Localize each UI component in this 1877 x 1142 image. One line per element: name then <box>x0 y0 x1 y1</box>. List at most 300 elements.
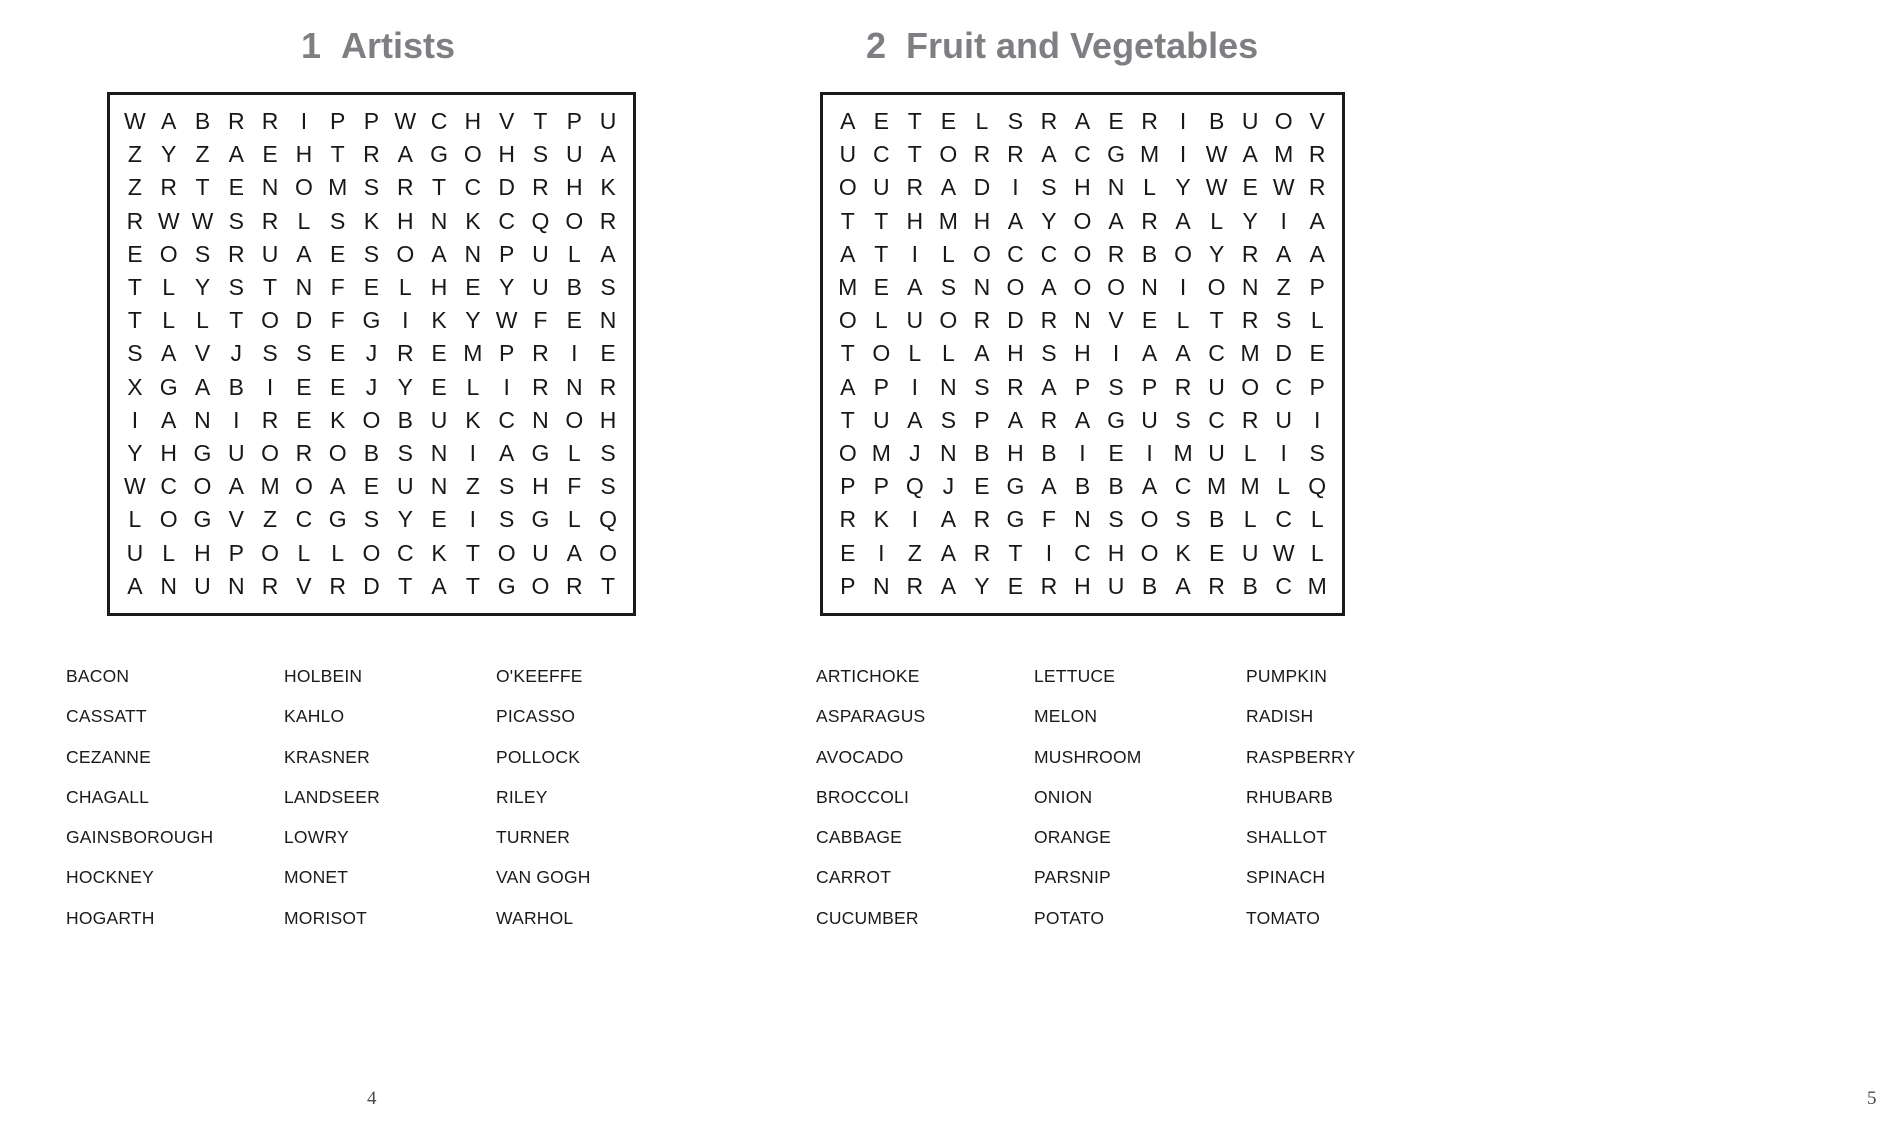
grid-cell[interactable]: S <box>600 274 616 301</box>
grid-cell[interactable]: A <box>1242 141 1258 168</box>
word-list-item[interactable]: CUCUMBER <box>816 907 919 928</box>
grid-cell[interactable]: B <box>1108 473 1124 500</box>
grid-cell[interactable]: L <box>331 539 345 566</box>
grid-cell[interactable]: O <box>972 240 991 267</box>
word-list-item[interactable]: RHUBARB <box>1246 786 1333 807</box>
grid-cell[interactable]: L <box>975 108 989 135</box>
grid-cell[interactable]: L <box>1243 506 1257 533</box>
grid-cell[interactable]: A <box>907 274 923 301</box>
grid-cell[interactable]: G <box>1006 473 1025 500</box>
grid-cell[interactable]: B <box>1208 506 1225 533</box>
grid-cell[interactable]: G <box>159 373 178 400</box>
grid-cell[interactable]: L <box>297 539 311 566</box>
grid-cell[interactable]: A <box>498 439 515 466</box>
grid-cell[interactable]: I <box>131 406 139 433</box>
grid-cell[interactable]: W <box>495 307 518 334</box>
grid-cell[interactable]: H <box>1074 340 1091 367</box>
grid-cell[interactable]: A <box>228 473 244 500</box>
grid-cell[interactable]: A <box>1041 473 1057 500</box>
grid-cell[interactable]: L <box>567 439 581 466</box>
grid-cell[interactable]: N <box>1241 274 1259 301</box>
grid-cell[interactable]: R <box>973 539 991 566</box>
grid-cell[interactable]: Z <box>1276 274 1291 301</box>
grid-cell[interactable]: E <box>940 108 957 135</box>
grid-cell[interactable]: W <box>124 473 146 500</box>
grid-cell[interactable]: O <box>193 473 212 500</box>
grid-cell[interactable]: O <box>159 240 178 267</box>
grid-cell[interactable]: S <box>363 240 380 267</box>
grid-cell[interactable]: G <box>1107 406 1125 433</box>
grid-cell[interactable]: O <box>463 141 482 168</box>
grid-cell[interactable]: A <box>840 240 856 267</box>
grid-cell[interactable]: T <box>330 141 345 168</box>
grid-cell[interactable]: U <box>194 572 211 599</box>
grid-cell[interactable]: U <box>1208 439 1225 466</box>
grid-cell[interactable]: R <box>1308 141 1326 168</box>
grid-cell[interactable]: R <box>599 373 617 400</box>
grid-cell[interactable]: U <box>1241 108 1259 135</box>
grid-cell[interactable]: M <box>1240 473 1260 500</box>
grid-cell[interactable]: L <box>1243 439 1257 466</box>
grid-cell[interactable]: M <box>1139 141 1160 168</box>
grid-cell[interactable]: J <box>909 439 921 466</box>
grid-cell[interactable]: E <box>330 340 346 367</box>
grid-cell[interactable]: I <box>1179 141 1187 168</box>
grid-cell[interactable]: I <box>1179 108 1187 135</box>
grid-cell[interactable]: R <box>1141 207 1158 234</box>
grid-cell[interactable]: O <box>261 439 280 466</box>
letter-grid[interactable] <box>118 105 625 603</box>
grid-cell[interactable]: Y <box>1041 207 1057 234</box>
grid-cell[interactable]: N <box>973 274 991 301</box>
word-list-item[interactable]: LETTUCE <box>1034 666 1116 686</box>
grid-cell[interactable]: R <box>396 174 414 201</box>
grid-cell[interactable]: G <box>1006 506 1025 533</box>
word-list-item[interactable]: SHALLOT <box>1246 827 1328 848</box>
grid-cell[interactable]: B <box>1041 439 1057 466</box>
grid-cell[interactable]: P <box>498 340 515 367</box>
grid-cell[interactable]: X <box>127 373 143 400</box>
word-list-item[interactable]: MORISOT <box>284 907 368 928</box>
grid-cell[interactable]: Y <box>194 274 211 301</box>
grid-cell[interactable]: S <box>127 340 143 367</box>
grid-cell[interactable]: S <box>498 506 515 533</box>
grid-cell[interactable]: N <box>1107 174 1125 201</box>
grid-cell[interactable]: W <box>1205 141 1228 168</box>
grid-cell[interactable]: R <box>1007 141 1024 168</box>
word-list-item[interactable]: GAINSBOROUGH <box>66 827 214 848</box>
grid-cell[interactable]: A <box>161 406 177 433</box>
grid-cell[interactable]: A <box>1007 406 1024 433</box>
grid-cell[interactable]: E <box>600 340 616 367</box>
word-list-item[interactable]: BACON <box>66 666 130 686</box>
grid-cell[interactable]: C <box>1208 340 1225 367</box>
word-list-item[interactable]: ORANGE <box>1034 827 1112 848</box>
grid-cell[interactable]: L <box>162 274 176 301</box>
grid-cell[interactable]: S <box>262 340 278 367</box>
grid-cell[interactable]: C <box>160 473 177 500</box>
grid-cell[interactable]: A <box>940 174 957 201</box>
grid-cell[interactable]: N <box>565 373 583 400</box>
grid-cell[interactable]: O <box>362 406 381 433</box>
grid-cell[interactable]: H <box>498 141 515 168</box>
grid-cell[interactable]: S <box>363 506 380 533</box>
grid-cell[interactable]: N <box>599 307 617 334</box>
grid-cell[interactable]: I <box>1179 274 1187 301</box>
word-list-item[interactable]: RADISH <box>1246 706 1314 727</box>
grid-cell[interactable]: T <box>127 307 142 334</box>
grid-cell[interactable]: K <box>600 174 616 201</box>
grid-cell[interactable]: R <box>261 207 279 234</box>
grid-cell[interactable]: T <box>840 207 855 234</box>
grid-cell[interactable]: S <box>228 274 244 301</box>
grid-cell[interactable]: N <box>194 406 211 433</box>
grid-cell[interactable]: S <box>194 240 211 267</box>
grid-cell[interactable]: E <box>431 373 447 400</box>
grid-cell[interactable]: I <box>1280 207 1287 234</box>
grid-cell[interactable]: C <box>1275 373 1292 400</box>
grid-cell[interactable]: M <box>871 439 891 466</box>
grid-cell[interactable]: E <box>1309 340 1325 367</box>
word-list-item[interactable]: BROCCOLI <box>816 786 910 807</box>
grid-cell[interactable]: C <box>430 108 448 135</box>
grid-cell[interactable]: R <box>227 240 245 267</box>
grid-cell[interactable]: W <box>394 108 417 135</box>
grid-cell[interactable]: M <box>260 473 280 500</box>
grid-cell[interactable]: I <box>469 506 477 533</box>
grid-cell[interactable]: H <box>1007 340 1024 367</box>
grid-cell[interactable]: L <box>128 506 142 533</box>
grid-cell[interactable]: V <box>498 108 515 135</box>
grid-cell[interactable]: T <box>874 207 889 234</box>
grid-cell[interactable]: R <box>363 141 380 168</box>
grid-cell[interactable]: H <box>906 207 924 234</box>
grid-cell[interactable]: R <box>1241 307 1259 334</box>
grid-cell[interactable]: I <box>571 340 578 367</box>
grid-cell[interactable]: M <box>1274 141 1294 168</box>
grid-cell[interactable]: S <box>974 373 990 400</box>
grid-cell[interactable]: Q <box>1308 473 1327 500</box>
grid-cell[interactable]: V <box>194 340 211 367</box>
grid-cell[interactable]: A <box>940 572 957 599</box>
grid-cell[interactable]: R <box>906 174 924 201</box>
grid-cell[interactable]: Y <box>1208 240 1225 267</box>
grid-cell[interactable]: P <box>330 108 346 135</box>
grid-cell[interactable]: T <box>601 572 616 599</box>
grid-cell[interactable]: Y <box>397 506 413 533</box>
grid-cell[interactable]: K <box>465 207 481 234</box>
grid-cell[interactable]: U <box>261 240 279 267</box>
grid-cell[interactable]: S <box>940 406 957 433</box>
grid-cell[interactable]: I <box>911 373 919 400</box>
grid-cell[interactable]: U <box>872 174 890 201</box>
grid-cell[interactable]: R <box>1040 307 1058 334</box>
grid-cell[interactable]: A <box>431 572 447 599</box>
grid-cell[interactable]: U <box>126 539 144 566</box>
grid-cell[interactable]: S <box>228 207 244 234</box>
grid-cell[interactable]: O <box>1207 274 1226 301</box>
grid-cell[interactable]: M <box>463 340 483 367</box>
grid-cell[interactable]: L <box>196 307 209 334</box>
word-list-item[interactable]: RILEY <box>496 786 548 807</box>
grid-cell[interactable]: S <box>296 340 312 367</box>
grid-cell[interactable]: U <box>1275 406 1292 433</box>
grid-cell[interactable]: L <box>1310 307 1324 334</box>
grid-cell[interactable]: V <box>228 506 244 533</box>
grid-cell[interactable]: U <box>430 406 448 433</box>
grid-cell[interactable]: N <box>261 174 279 201</box>
grid-cell[interactable]: A <box>1141 340 1158 367</box>
word-list-item[interactable]: PARSNIP <box>1034 867 1111 888</box>
grid-cell[interactable]: D <box>1275 340 1292 367</box>
grid-cell[interactable]: F <box>330 307 345 334</box>
grid-cell[interactable]: B <box>397 406 413 433</box>
grid-cell[interactable]: B <box>194 108 211 135</box>
grid-cell[interactable]: B <box>228 373 244 400</box>
puzzle-1-grid[interactable] <box>107 92 636 616</box>
grid-cell[interactable]: E <box>1141 307 1158 334</box>
word-list-item[interactable]: CHAGALL <box>66 786 150 807</box>
grid-cell[interactable]: Y <box>127 439 143 466</box>
word-list-item[interactable]: PUMPKIN <box>1246 666 1328 686</box>
grid-cell[interactable]: O <box>599 539 618 566</box>
grid-cell[interactable]: S <box>1175 506 1191 533</box>
grid-cell[interactable]: P <box>1141 373 1158 400</box>
grid-cell[interactable]: P <box>1309 373 1325 400</box>
grid-cell[interactable]: E <box>1108 108 1124 135</box>
grid-cell[interactable]: S <box>1276 307 1292 334</box>
grid-cell[interactable]: B <box>1074 473 1091 500</box>
grid-cell[interactable]: T <box>229 307 244 334</box>
grid-cell[interactable]: M <box>938 207 958 234</box>
grid-cell[interactable]: D <box>363 572 380 599</box>
grid-cell[interactable]: P <box>363 108 380 135</box>
grid-cell[interactable]: E <box>296 406 312 433</box>
grid-cell[interactable]: T <box>1008 539 1023 566</box>
grid-cell[interactable]: E <box>330 240 346 267</box>
grid-cell[interactable]: H <box>1074 174 1091 201</box>
grid-cell[interactable]: A <box>1175 207 1191 234</box>
grid-cell[interactable]: V <box>296 572 312 599</box>
grid-cell[interactable]: T <box>465 572 480 599</box>
grid-cell[interactable]: A <box>1175 340 1191 367</box>
grid-cell[interactable]: N <box>430 473 448 500</box>
word-list-item[interactable]: MONET <box>284 867 349 888</box>
grid-cell[interactable]: H <box>430 274 448 301</box>
grid-cell[interactable]: L <box>567 240 581 267</box>
grid-cell[interactable]: U <box>532 274 549 301</box>
grid-cell[interactable]: N <box>872 572 890 599</box>
grid-cell[interactable]: B <box>1208 108 1225 135</box>
grid-cell[interactable]: H <box>295 141 313 168</box>
grid-cell[interactable]: N <box>464 240 482 267</box>
grid-cell[interactable]: C <box>1074 539 1091 566</box>
grid-cell[interactable]: A <box>397 141 413 168</box>
grid-cell[interactable]: A <box>330 473 346 500</box>
grid-cell[interactable]: I <box>878 539 885 566</box>
grid-cell[interactable]: U <box>1241 539 1259 566</box>
word-list-item[interactable]: HOLBEIN <box>284 666 363 686</box>
grid-cell[interactable]: R <box>973 506 991 533</box>
grid-cell[interactable]: J <box>365 340 378 367</box>
grid-cell[interactable]: R <box>1141 108 1158 135</box>
grid-cell[interactable]: Q <box>599 506 618 533</box>
grid-cell[interactable]: R <box>1007 373 1024 400</box>
grid-cell[interactable]: B <box>1141 240 1158 267</box>
grid-cell[interactable]: L <box>941 340 955 367</box>
grid-cell[interactable]: N <box>1141 274 1158 301</box>
grid-cell[interactable]: T <box>840 406 855 433</box>
grid-cell[interactable]: O <box>1073 274 1092 301</box>
grid-cell[interactable]: P <box>873 373 889 400</box>
grid-cell[interactable]: E <box>296 373 312 400</box>
grid-cell[interactable]: L <box>162 539 176 566</box>
grid-cell[interactable]: R <box>599 207 617 234</box>
grid-cell[interactable]: C <box>872 141 890 168</box>
grid-cell[interactable]: H <box>532 473 549 500</box>
grid-cell[interactable]: C <box>498 406 515 433</box>
grid-cell[interactable]: O <box>838 439 857 466</box>
grid-cell[interactable]: L <box>874 307 888 334</box>
grid-cell[interactable]: O <box>872 340 891 367</box>
grid-cell[interactable]: A <box>1108 207 1124 234</box>
grid-cell[interactable]: V <box>1309 108 1325 135</box>
grid-cell[interactable]: E <box>465 274 481 301</box>
grid-cell[interactable]: R <box>295 439 313 466</box>
grid-cell[interactable]: Y <box>1242 207 1258 234</box>
grid-cell[interactable]: D <box>295 307 313 334</box>
grid-cell[interactable]: S <box>1108 506 1124 533</box>
grid-cell[interactable]: A <box>1309 240 1325 267</box>
grid-cell[interactable]: D <box>973 174 991 201</box>
grid-cell[interactable]: R <box>1107 240 1125 267</box>
grid-cell[interactable]: Z <box>127 174 142 201</box>
grid-cell[interactable]: I <box>911 240 919 267</box>
grid-cell[interactable]: V <box>1108 307 1124 334</box>
grid-cell[interactable]: T <box>263 274 278 301</box>
grid-cell[interactable]: B <box>974 439 990 466</box>
grid-cell[interactable]: Y <box>1175 174 1191 201</box>
grid-cell[interactable]: T <box>127 274 142 301</box>
grid-cell[interactable]: A <box>1175 572 1191 599</box>
grid-cell[interactable]: B <box>566 274 582 301</box>
grid-cell[interactable]: U <box>839 141 857 168</box>
grid-cell[interactable]: R <box>329 572 346 599</box>
grid-cell[interactable]: C <box>1208 406 1225 433</box>
grid-cell[interactable]: A <box>566 539 582 566</box>
puzzle-2-grid[interactable] <box>820 92 1345 616</box>
grid-cell[interactable]: N <box>430 439 448 466</box>
grid-cell[interactable]: G <box>193 506 212 533</box>
grid-cell[interactable]: W <box>191 207 214 234</box>
word-list-item[interactable]: ARTICHOKE <box>816 666 920 686</box>
grid-cell[interactable]: S <box>1041 340 1057 367</box>
grid-cell[interactable]: O <box>1006 274 1025 301</box>
grid-cell[interactable]: R <box>532 340 549 367</box>
grid-cell[interactable]: R <box>1040 108 1058 135</box>
grid-cell[interactable]: O <box>261 539 280 566</box>
grid-cell[interactable]: U <box>532 539 549 566</box>
grid-cell[interactable]: E <box>873 108 889 135</box>
grid-cell[interactable]: Y <box>465 307 481 334</box>
grid-cell[interactable]: N <box>532 406 549 433</box>
grid-cell[interactable]: D <box>1007 307 1024 334</box>
word-list-item[interactable]: WARHOL <box>496 907 574 928</box>
grid-cell[interactable]: O <box>838 307 857 334</box>
grid-cell[interactable]: W <box>124 108 146 135</box>
grid-cell[interactable]: K <box>431 307 447 334</box>
grid-cell[interactable]: U <box>872 406 890 433</box>
word-list-item[interactable]: KAHLO <box>284 706 345 727</box>
grid-cell[interactable]: O <box>1274 108 1293 135</box>
word-list-item[interactable]: MELON <box>1034 706 1098 727</box>
grid-cell[interactable]: L <box>1176 307 1190 334</box>
grid-cell[interactable]: G <box>328 506 347 533</box>
grid-cell[interactable]: L <box>162 307 176 334</box>
grid-cell[interactable]: H <box>973 207 991 234</box>
grid-cell[interactable]: R <box>1174 373 1192 400</box>
grid-cell[interactable]: M <box>328 174 348 201</box>
grid-cell[interactable]: A <box>1309 207 1325 234</box>
grid-cell[interactable]: A <box>600 141 616 168</box>
grid-cell[interactable]: R <box>839 506 857 533</box>
grid-cell[interactable]: Q <box>531 207 550 234</box>
word-list-item[interactable]: ASPARAGUS <box>816 706 926 727</box>
grid-cell[interactable]: N <box>940 439 957 466</box>
grid-cell[interactable]: E <box>1108 439 1124 466</box>
grid-cell[interactable]: I <box>1012 174 1019 201</box>
grid-cell[interactable]: S <box>498 473 515 500</box>
grid-cell[interactable]: N <box>295 274 313 301</box>
grid-cell[interactable]: E <box>431 340 447 367</box>
grid-cell[interactable]: E <box>431 506 447 533</box>
grid-cell[interactable]: M <box>1307 572 1327 599</box>
grid-cell[interactable]: F <box>533 307 548 334</box>
grid-cell[interactable]: H <box>464 108 482 135</box>
grid-cell[interactable]: C <box>498 207 515 234</box>
grid-cell[interactable]: G <box>497 572 516 599</box>
grid-cell[interactable]: S <box>397 439 413 466</box>
grid-cell[interactable]: R <box>160 174 177 201</box>
grid-cell[interactable]: R <box>1208 572 1225 599</box>
grid-cell[interactable]: U <box>1208 373 1225 400</box>
grid-cell[interactable]: A <box>127 572 143 599</box>
grid-cell[interactable]: T <box>432 174 447 201</box>
word-list-item[interactable]: LOWRY <box>284 827 349 848</box>
grid-cell[interactable]: I <box>1045 539 1053 566</box>
grid-cell[interactable]: T <box>907 141 922 168</box>
grid-cell[interactable]: Y <box>974 572 990 599</box>
grid-cell[interactable]: A <box>1074 108 1091 135</box>
grid-cell[interactable]: C <box>1275 506 1292 533</box>
word-list-item[interactable]: POLLOCK <box>496 746 581 767</box>
grid-cell[interactable]: R <box>1040 572 1058 599</box>
grid-cell[interactable]: R <box>1040 406 1058 433</box>
grid-cell[interactable]: Z <box>127 141 142 168</box>
grid-cell[interactable]: A <box>161 340 177 367</box>
grid-cell[interactable]: O <box>531 572 550 599</box>
grid-cell[interactable]: C <box>295 506 313 533</box>
grid-cell[interactable]: S <box>532 141 549 168</box>
grid-cell[interactable]: E <box>840 539 856 566</box>
grid-cell[interactable]: T <box>840 340 855 367</box>
word-list-item[interactable]: VAN GOGH <box>496 867 591 888</box>
grid-cell[interactable]: R <box>396 340 414 367</box>
grid-cell[interactable]: R <box>261 572 279 599</box>
grid-cell[interactable]: T <box>907 108 922 135</box>
grid-cell[interactable]: S <box>600 439 616 466</box>
grid-cell[interactable]: A <box>840 108 856 135</box>
